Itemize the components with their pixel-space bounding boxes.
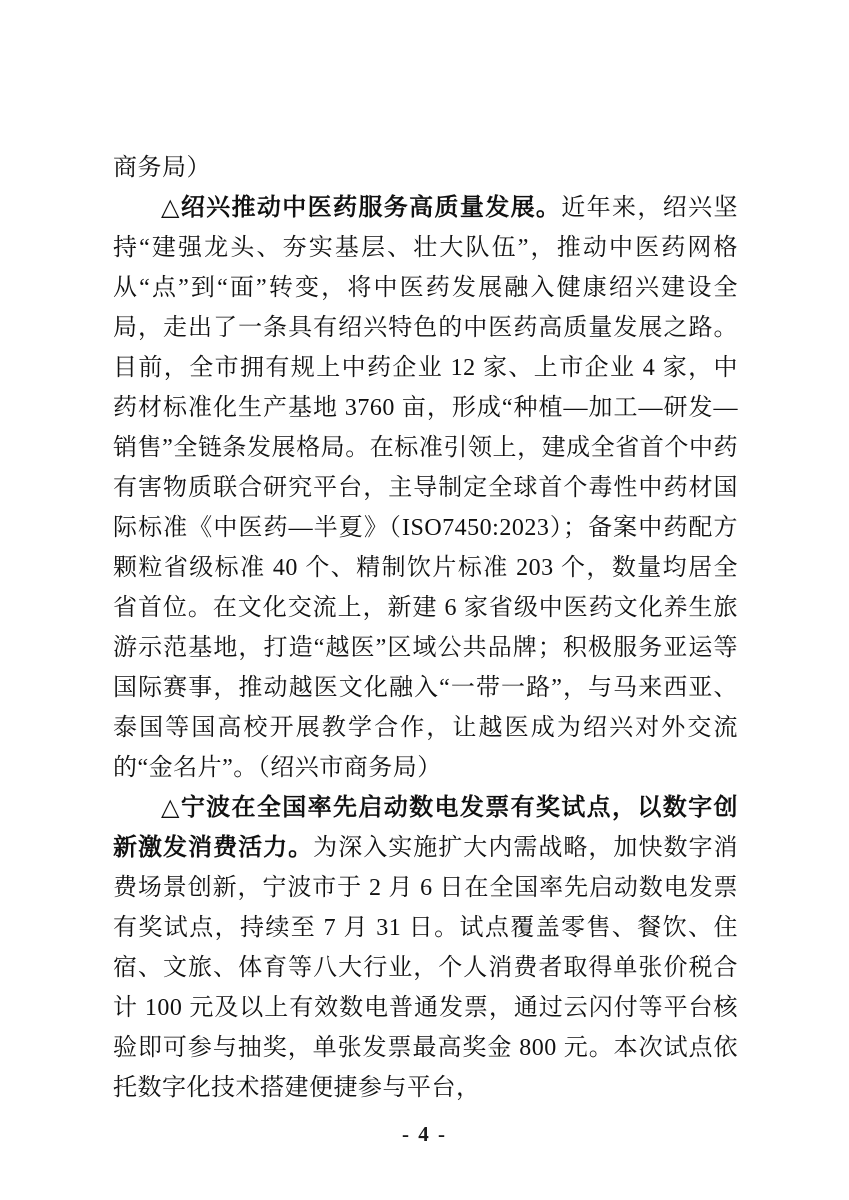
paragraph-continuation [113,148,738,188]
shaoxing-paragraph-heading: △绍兴推动中医药服务高质量发展。 [161,195,562,221]
ningbo-paragraph-body: 为深入实施扩大内需战略，加快数字消费场景创新，宁波市于 2 月 6 日在全国率先启动数电发票有奖试点，持续至 7 月 31 日。试点覆盖零售、餐饮、住宿、文旅、体育等八大行业，个人消费者取得单张价税合计 100 元及以上有效数电普通发票，通过云闪付等平台核验即可参与抽奖，单张发票最高奖金 800 元。本次试点依托数字化技术搭建便捷参与平台， [113,835,739,1101]
page-footer [0,1122,849,1147]
continuation-text: 商务局） [113,155,211,181]
paragraph-ningbo-invoice [113,788,738,1108]
paragraph-shaoxing-tcm [113,188,738,788]
ningbo-paragraph-heading: △宁波在全国率先启动数电发票有奖试点，以数字创新激发消费活力。 [113,795,738,861]
shaoxing-paragraph-body: 近年来，绍兴坚持“建强龙头、夯实基层、壮大队伍”，推动中医药网格从“点”到“面”转变，将中医药发展融入健康绍兴建设全局，走出了一条具有绍兴特色的中医药高质量发展之路。目前，全市拥有规上中药企业 12 家、上市企业 4 家，中药材标准化生产基地 3760 亩，形成“种植—加工—研发—销售”全链条发展格局。在标准引领上，建成全省首个中药有害物质联合研究平台，主导制定全球首个毒性中药材国际标准《中医药—半夏》（ISO7450:2023）；备案中药配方颗粒省级标准 40 个、精制饮片标准 203 个，数量均居全省首位。在文化交流上，新建 6 家省级中医药文化养生旅游示范基地，打造“越医”区域公共品牌；积极服务亚运等国际赛事，推动越医文化融入“一带一路”，与马来西亚、泰国等国高校开展教学合作，让越医成为绍兴对外交流的“金名片”。（绍兴市商务局） [113,195,738,781]
document-body [113,148,738,1108]
page-number: - 4 - [402,1122,447,1146]
